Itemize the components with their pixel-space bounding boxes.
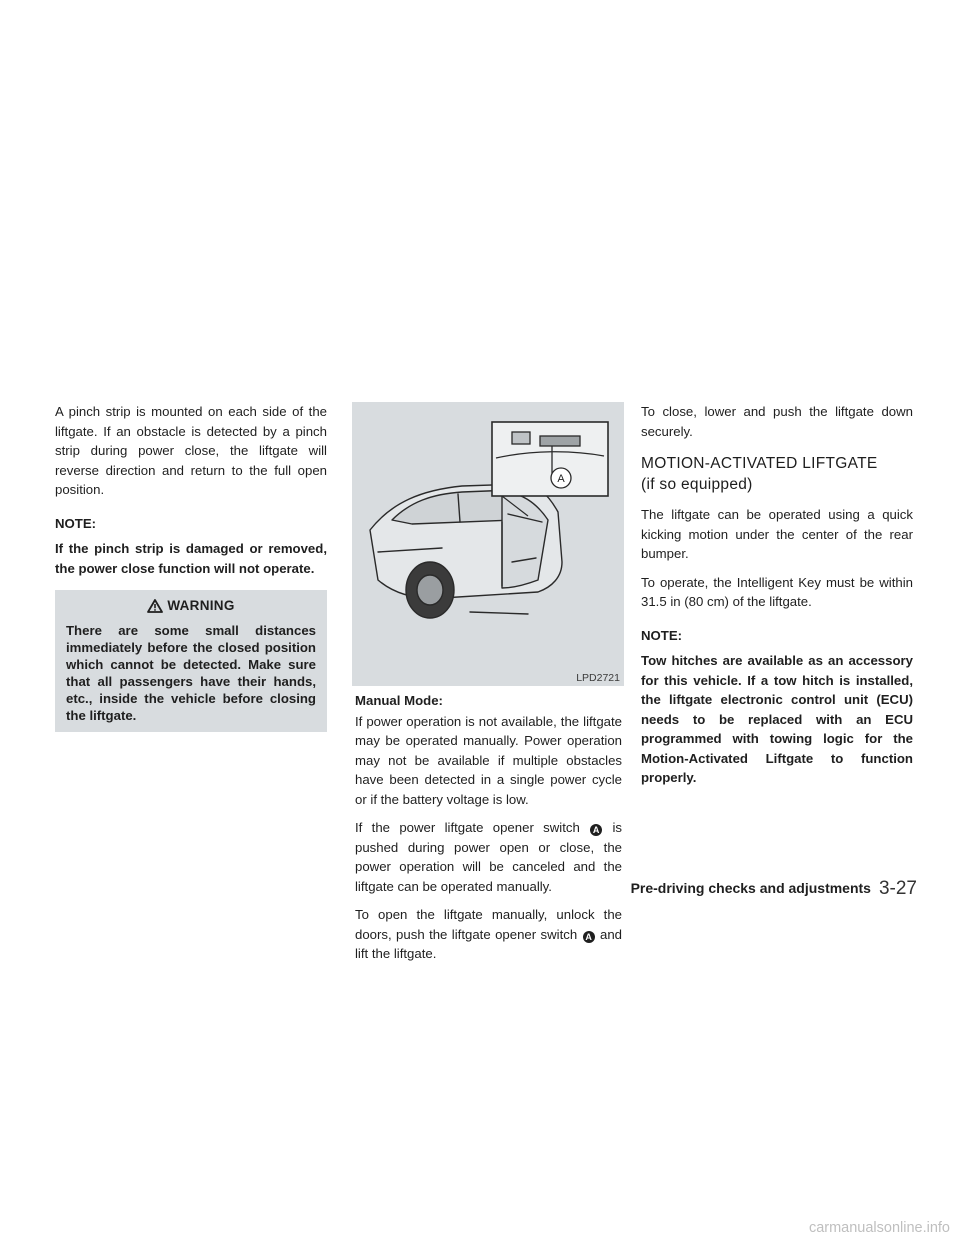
- callout-a-badge: A: [590, 824, 602, 836]
- open-manually-paragraph: [355, 905, 622, 964]
- note-heading: NOTE:: [641, 627, 683, 643]
- note-heading: NOTE:: [55, 515, 97, 531]
- column-left: [55, 402, 327, 732]
- tow-hitch-note: Tow hitches are available as an accessory for this vehicle. If a tow hitch is installed, the liftgate electronic control unit (ECU) needs to be replaced with an ECU programmed with towing logic for the Motion-Activated Liftgate to function properly.: [641, 653, 913, 785]
- text-segment: and lift the liftgate.: [355, 926, 623, 961]
- page-footer: [631, 878, 917, 900]
- note-text: If the pinch strip is damaged or removed, the power close function will not operate.: [55, 541, 327, 576]
- liftgate-illustration: [352, 402, 624, 686]
- manual-mode-heading: Manual Mode:: [355, 693, 443, 708]
- warning-heading: [66, 596, 316, 616]
- kick-motion-paragraph: The liftgate can be operated using a quick kicking motion under the center of the rear bumper.: [641, 507, 913, 561]
- column-middle: [355, 691, 622, 973]
- warning-box: [55, 590, 327, 732]
- callout-a-badge: A: [583, 931, 595, 943]
- text-segment: To open the liftgate manually, unlock the doors, push the liftgate opener switch: [355, 907, 622, 942]
- switch-cancel-paragraph: [355, 818, 622, 896]
- warning-triangle-icon: [147, 599, 163, 613]
- section-title: [641, 453, 913, 495]
- warning-title: WARNING: [167, 598, 235, 613]
- section-title-line1: MOTION-ACTIVATED LIFTGATE: [641, 455, 878, 472]
- chapter-title: Pre-driving checks and adjustments: [630, 880, 871, 896]
- text-segment: If the power liftgate opener switch: [355, 820, 590, 835]
- pinch-strip-paragraph: A pinch strip is mounted on each side of the liftgate. If an obstacle is detected by a pinch strip during power close, the liftgate will reverse direction and return to the full open position.: [55, 404, 327, 497]
- figure-code: LPD2721: [576, 672, 620, 684]
- warning-text: There are some small distances immediately before the closed position which cannot be detected. Make sure that all passengers have their hands, etc., inside the vehicle before closing the liftgate.: [66, 622, 316, 723]
- callout-label-a: A: [557, 473, 565, 485]
- manual-mode-paragraph: If power operation is not available, the liftgate may be operated manually. Power operation may not be available if multiple obstacles have been detected in a single power cycle or if the battery voltage is low.: [355, 713, 622, 807]
- vehicle-rear-drawing: [352, 402, 624, 686]
- close-paragraph: To close, lower and push the liftgate down securely.: [641, 404, 913, 439]
- intelligent-key-paragraph: To operate, the Intelligent Key must be within 31.5 in (80 cm) of the liftgate.: [641, 574, 913, 609]
- section-title-line2: (if so equipped): [641, 476, 753, 493]
- text-segment: is pushed during power open or close, the power operation will be canceled and the liftgate can be operated manually.: [355, 820, 622, 894]
- page-number: 3-27: [878, 878, 917, 899]
- watermark: carmanualsonline.info: [808, 1220, 950, 1236]
- column-right: [641, 402, 913, 797]
